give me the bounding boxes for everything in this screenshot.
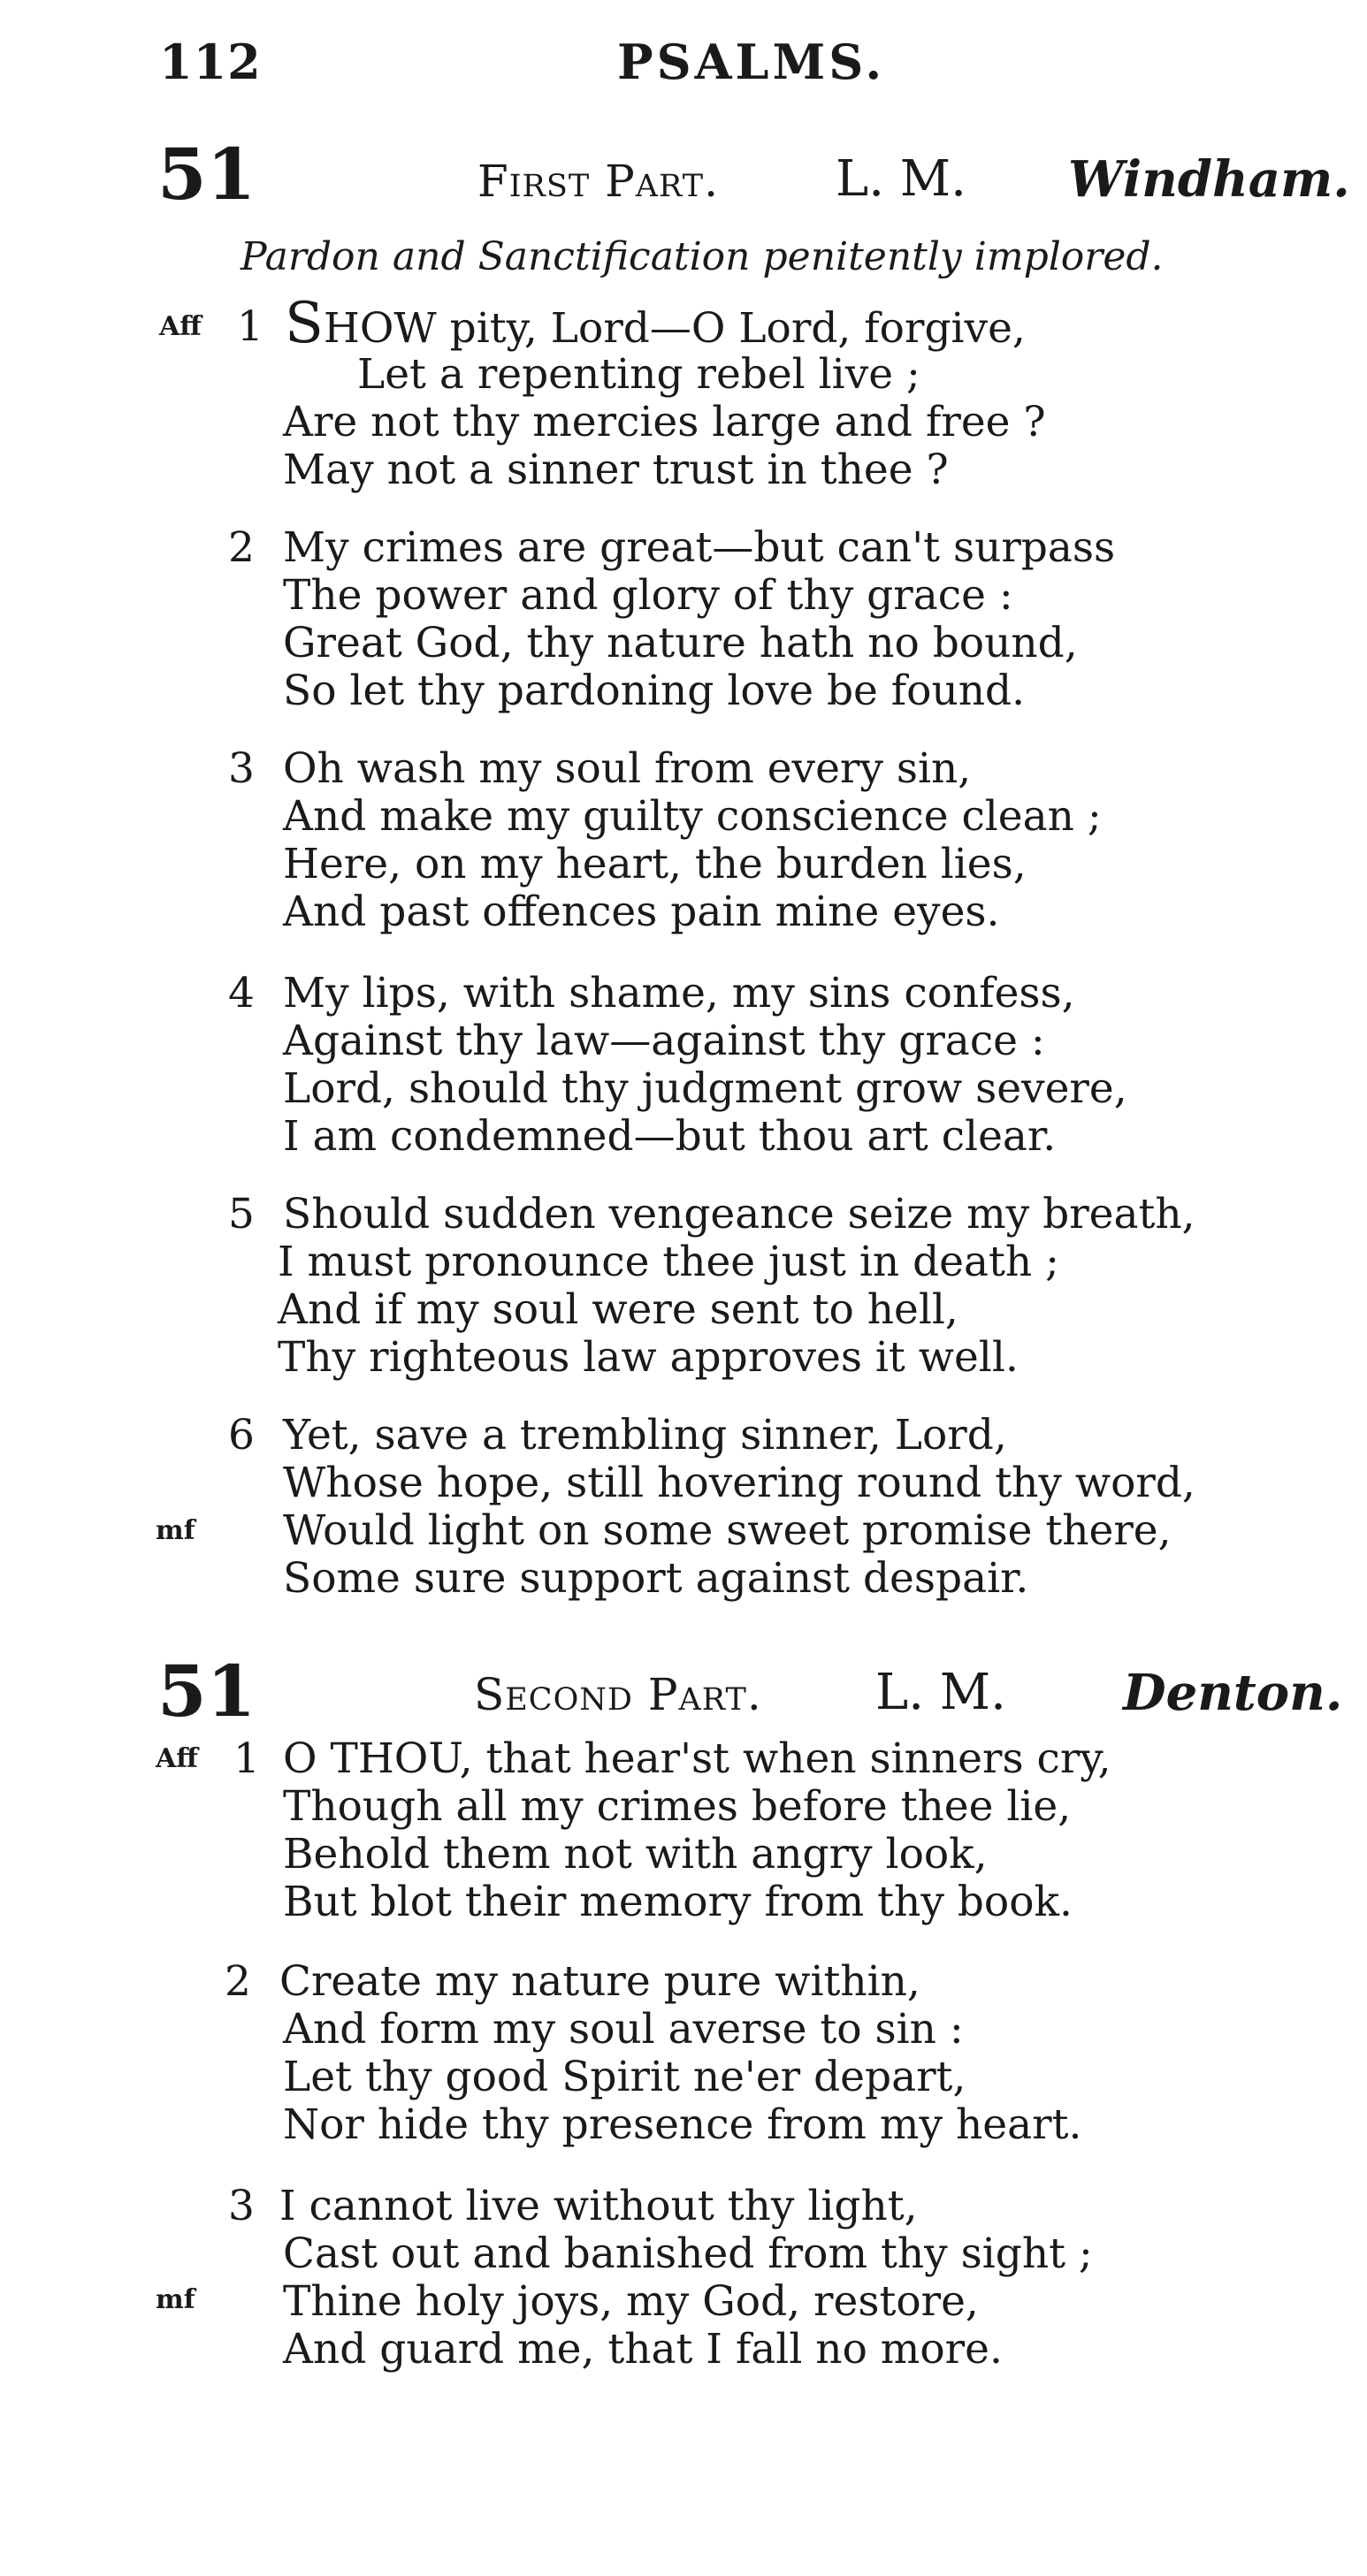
verse-line: And past offences pain mine eyes. xyxy=(283,888,1000,936)
verse-line: I cannot live without thy light, xyxy=(279,2182,918,2230)
verse-line: Nor hide thy presence from my heart. xyxy=(283,2100,1082,2149)
hymn-part: Second Part. xyxy=(474,1669,762,1720)
verse-number: 2 xyxy=(225,1957,251,2006)
verse-line xyxy=(285,291,1026,356)
verse-line: Whose hope, still hovering round thy word, xyxy=(283,1459,1195,1507)
page-number: 112 xyxy=(159,34,262,90)
verse-number: 1 xyxy=(233,1734,260,1783)
verse-line: My crimes are great—but can't surpass xyxy=(283,523,1116,572)
verse-line: May not a sinner trust in thee ? xyxy=(283,446,949,494)
verse-line: Are not thy mercies large and free ? xyxy=(283,398,1046,446)
verse-line: Some sure support against despair. xyxy=(283,1554,1029,1603)
verse-number: 4 xyxy=(228,969,255,1017)
verse-line: Thy righteous law approves it well. xyxy=(278,1333,1019,1382)
verse-line: Lord, should thy judgment grow severe, xyxy=(283,1064,1127,1113)
verse-line: The power and glory of thy grace : xyxy=(283,571,1013,620)
verse-line: Oh wash my soul from every sin, xyxy=(283,744,972,793)
verse-number: 5 xyxy=(228,1190,255,1238)
verse-line: Behold them not with angry look, xyxy=(283,1830,988,1879)
book-title: PSALMS. xyxy=(617,34,886,90)
hymn-subtitle: Pardon and Sanctification penitently implored. xyxy=(241,234,1164,279)
hymn-number: 51 xyxy=(157,1650,256,1733)
verse-line: Let thy good Spirit ne'er depart, xyxy=(283,2053,966,2101)
verse-line: O THOU, that hear'st when sinners cry, xyxy=(283,1734,1111,1783)
drop-cap: S xyxy=(285,291,324,356)
verse-line: But blot their memory from thy book. xyxy=(283,1878,1073,1926)
dynamic-mark: mf xyxy=(156,1515,195,1546)
verse-line: And form my soul averse to sin : xyxy=(283,2005,964,2054)
dynamic-mark: mf xyxy=(156,2284,195,2315)
hymn-tune: Denton. xyxy=(1123,1664,1343,1722)
hymn-part: First Part. xyxy=(477,156,719,207)
hymn-tune: Windham. xyxy=(1068,150,1350,209)
verse-line: Great God, thy nature hath no bound, xyxy=(283,619,1078,667)
verse-number: 3 xyxy=(228,744,255,793)
hymn-meter: L. M. xyxy=(875,1664,1006,1721)
verse-line: Here, on my heart, the burden lies, xyxy=(283,840,1027,888)
verse-line: Cast out and banished from thy sight ; xyxy=(283,2229,1093,2278)
verse-line: And make my guilty conscience clean ; xyxy=(283,792,1102,841)
hymn-number: 51 xyxy=(157,133,256,216)
verse-line: Create my nature pure within, xyxy=(279,1957,920,2006)
dynamic-mark: Aff xyxy=(156,1743,198,1774)
verse-line: Would light on some sweet promise there, xyxy=(283,1506,1172,1555)
verse-number: 2 xyxy=(228,523,255,572)
verse-line: Should sudden vengeance seize my breath, xyxy=(283,1190,1195,1238)
verse-line: Let a repenting rebel live ; xyxy=(357,350,920,399)
verse-line: Against thy law—against thy grace : xyxy=(283,1017,1045,1065)
verse-line: Though all my crimes before thee lie, xyxy=(283,1782,1072,1831)
verse-line: Thine holy joys, my God, restore, xyxy=(283,2277,979,2326)
verse-number: 6 xyxy=(228,1411,255,1459)
verse-line: So let thy pardoning love be found. xyxy=(283,667,1026,715)
verse-number: 1 xyxy=(237,302,263,351)
verse-line-text: HOW pity, Lord—O Lord, forgive, xyxy=(323,304,1026,353)
verse-number: 3 xyxy=(228,2182,255,2230)
verse-line: My lips, with shame, my sins confess, xyxy=(283,969,1075,1017)
verse-line: And if my soul were sent to hell, xyxy=(278,1285,958,1334)
verse-line: Yet, save a trembling sinner, Lord, xyxy=(283,1411,1007,1459)
verse-line: And guard me, that I fall no more. xyxy=(283,2325,1003,2374)
verse-line: I am condemned—but thou art clear. xyxy=(283,1112,1057,1161)
verse-line: I must pronounce thee just in death ; xyxy=(278,1238,1059,1286)
dynamic-mark: Aff xyxy=(159,311,202,342)
hymn-meter: L. M. xyxy=(836,150,966,208)
